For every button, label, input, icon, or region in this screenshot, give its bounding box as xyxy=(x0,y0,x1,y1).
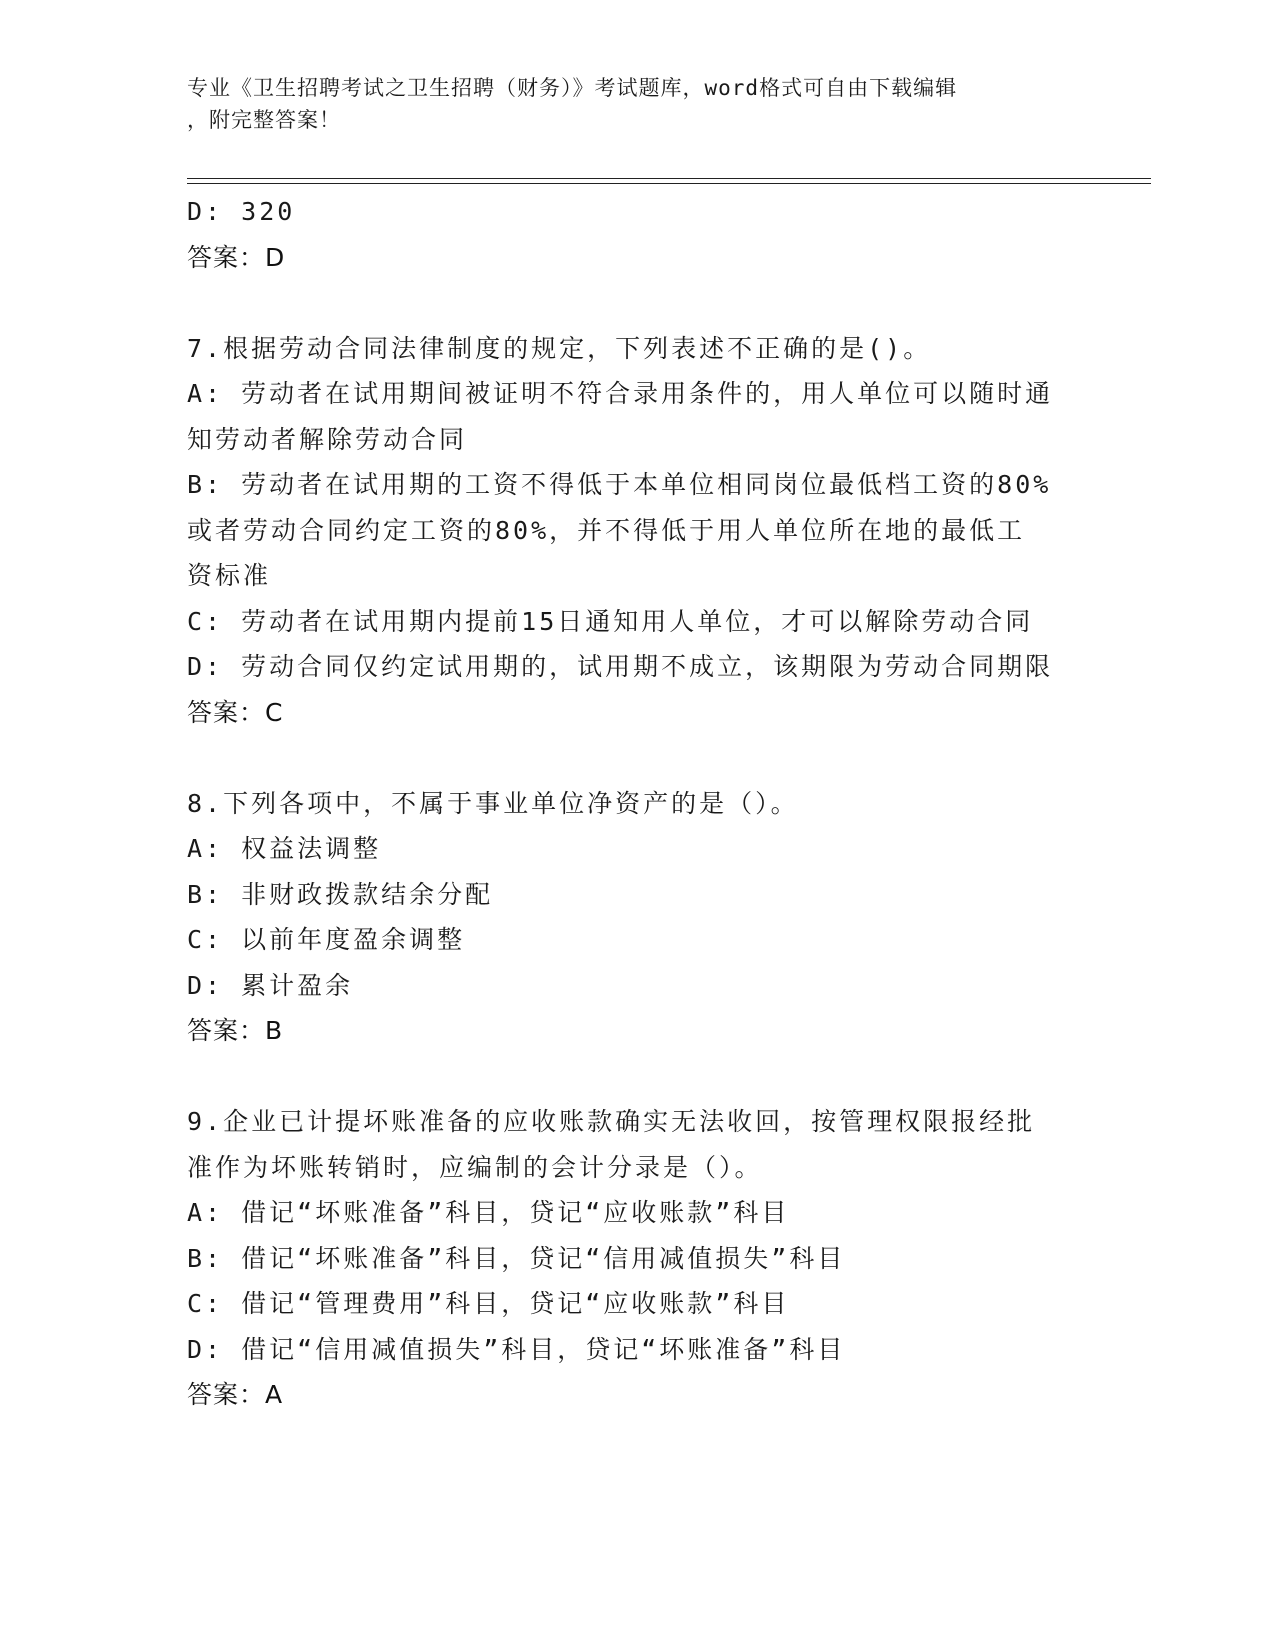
option-d: D: 借记“信用减值损失”科目，贷记“坏账准备”科目 xyxy=(187,1334,846,1364)
question-stem: 9.企业已计提坏账准备的应收账款确实无法收回，按管理权限报经批 xyxy=(187,1107,1036,1136)
header-line-1: 专业《卫生招聘考试之卫生招聘（财务）》考试题库，word格式可自由下载编辑 xyxy=(187,76,958,100)
option-a-continued: 知劳动者解除劳动合同 xyxy=(187,424,468,454)
prev-question-tail xyxy=(187,189,1087,280)
spacer xyxy=(187,1054,1087,1100)
option-b: B: 借记“坏账准备”科目，贷记“信用减值损失”科目 xyxy=(187,1243,846,1273)
option-a: A: 权益法调整 xyxy=(187,834,382,863)
document-header xyxy=(187,72,1067,136)
header-line-2: ，附完整答案！ xyxy=(187,108,341,132)
option-a: A: 劳动者在试用期间被证明不符合录用条件的，用人单位可以随时通 xyxy=(187,379,1054,408)
option-d: D: 320 xyxy=(187,197,296,226)
option-b-continued-2: 资标准 xyxy=(187,561,272,590)
question-9 xyxy=(187,1099,1087,1418)
answer-line: 答案：A xyxy=(187,1380,284,1409)
option-b-continued: 或者劳动合同约定工资的80%，并不得低于用人单位所在地的最低工 xyxy=(187,515,1026,545)
option-d: D: 累计盈余 xyxy=(187,970,354,1000)
question-stem: 8.下列各项中，不属于事业单位净资产的是（）。 xyxy=(187,788,799,818)
answer-line: 答案：C xyxy=(187,697,284,727)
option-c: C: 劳动者在试用期内提前15日通知用人单位，才可以解除劳动合同 xyxy=(187,606,1034,636)
option-b: B: 非财政拨款结余分配 xyxy=(187,879,494,909)
question-content xyxy=(187,189,1087,1418)
header-divider-top xyxy=(187,178,1151,179)
question-stem: 7.根据劳动合同法律制度的规定，下列表述不正确的是()。 xyxy=(187,333,932,363)
header-divider-bottom xyxy=(187,183,1151,184)
answer-line: 答案：D xyxy=(187,242,286,272)
spacer xyxy=(187,280,1087,326)
option-c: C: 借记“管理费用”科目，贷记“应收账款”科目 xyxy=(187,1289,790,1318)
spacer xyxy=(187,735,1087,781)
option-b: B: 劳动者在试用期的工资不得低于本单位相同岗位最低档工资的80% xyxy=(187,470,1052,499)
answer-line: 答案：B xyxy=(187,1016,284,1045)
question-stem-continued: 准作为坏账转销时，应编制的会计分录是（）。 xyxy=(187,1152,763,1182)
question-7 xyxy=(187,326,1087,736)
question-8 xyxy=(187,781,1087,1054)
option-a: A: 借记“坏账准备”科目，贷记“应收账款”科目 xyxy=(187,1198,790,1227)
option-d: D: 劳动合同仅约定试用期的，试用期不成立，该期限为劳动合同期限 xyxy=(187,652,1054,681)
option-c: C: 以前年度盈余调整 xyxy=(187,925,466,954)
